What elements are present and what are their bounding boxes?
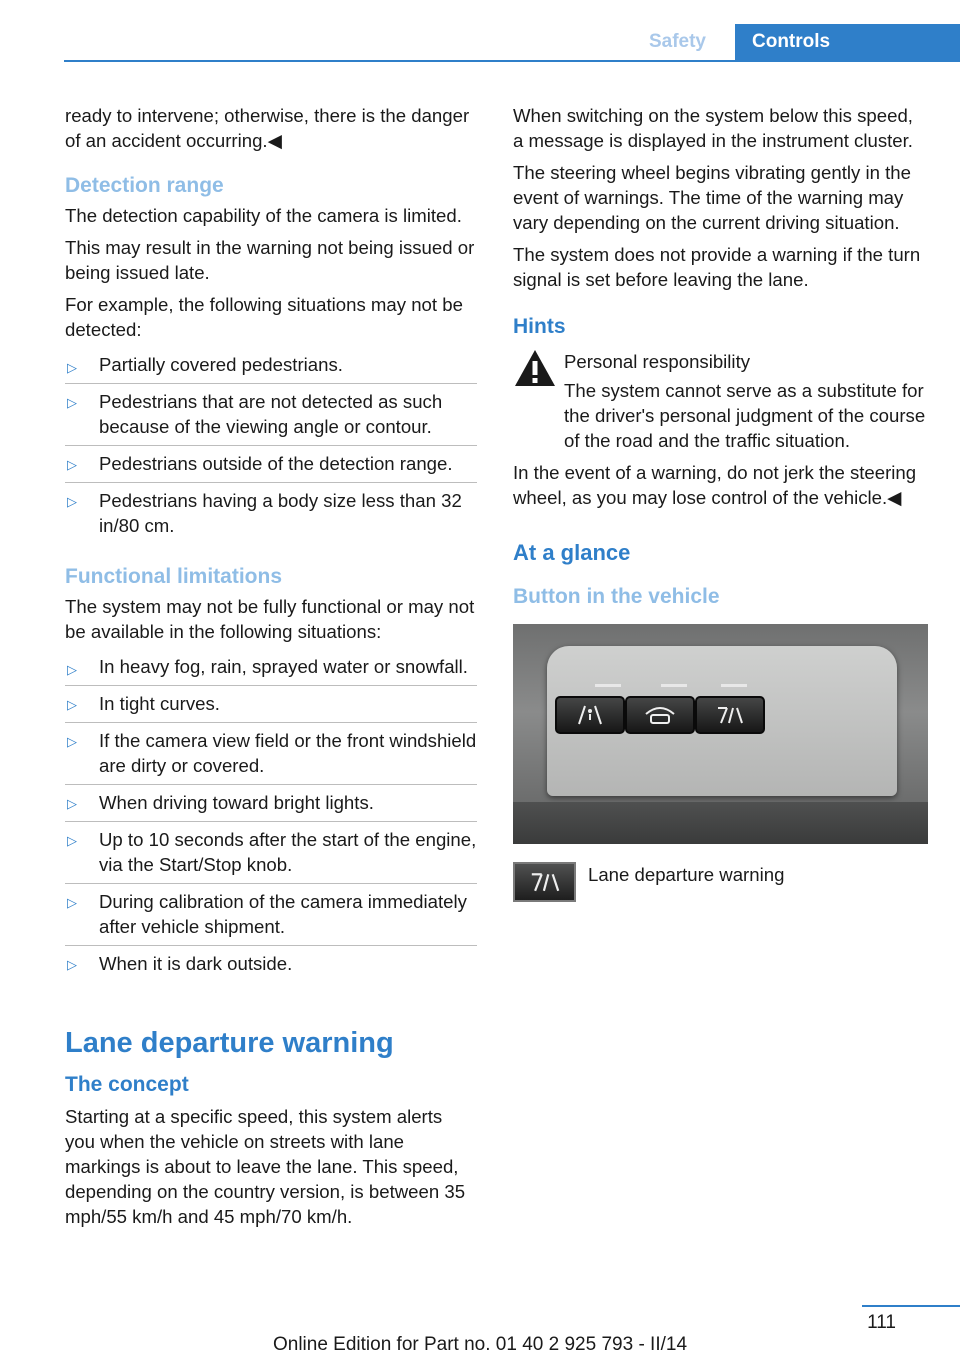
bullet-triangle-icon: ▷ (67, 796, 77, 811)
list-item (65, 883, 477, 945)
right-column (513, 103, 928, 904)
list-item (65, 651, 477, 685)
hint-body (513, 378, 928, 453)
bullet-triangle-icon: ▷ (67, 360, 77, 375)
detection-range-heading: Detection range (65, 174, 224, 197)
button-in-vehicle-heading: Button in the vehicle (513, 585, 720, 608)
limitations-paragraph: The system may not be fully functional or may not be available in the following situations: (65, 596, 475, 642)
bullet-triangle-icon: ▷ (67, 957, 77, 972)
list-item-text: In tight curves. (99, 693, 220, 714)
bullet-triangle-icon: ▷ (67, 833, 77, 848)
concept-heading: The concept (65, 1073, 189, 1096)
list-item (65, 685, 477, 722)
limitations-list (65, 651, 477, 982)
indicator-led (661, 684, 687, 687)
list-item-text: During calibration of the camera immediately after vehicle shipment. (99, 891, 467, 937)
vehicle-button-photo (513, 624, 928, 844)
list-item (65, 445, 477, 482)
header-rule (64, 60, 960, 62)
bullet-triangle-icon: ▷ (67, 662, 77, 677)
list-item-text: When driving toward bright lights. (99, 792, 374, 813)
bullet-triangle-icon: ▷ (67, 457, 77, 472)
list-item-text: Up to 10 seconds after the start of the engine, via the Start/Stop knob. (99, 829, 477, 875)
list-item (65, 821, 477, 883)
bullet-triangle-icon: ▷ (67, 734, 77, 749)
lane-departure-legend-button (513, 862, 576, 902)
indicator-led (721, 684, 747, 687)
concept-paragraph: Starting at a specific speed, this system alerts you when the vehicle on streets with lane markings is about to leave the lane. This speed, depending on the country version, is between 35 mph/55 km/h and 45 mph/70 km/h. (65, 1106, 466, 1227)
lane-departure-warning-title: Lane departure warning (65, 1027, 394, 1059)
pedestrian-icon (575, 704, 605, 726)
collision-warning-button[interactable] (625, 696, 695, 734)
list-item (65, 349, 477, 383)
list-item (65, 945, 477, 982)
lane-departure-icon (528, 871, 562, 893)
pedestrian-warning-button[interactable] (555, 696, 625, 734)
indicator-led (595, 684, 621, 687)
functional-limitations-heading: Functional limitations (65, 565, 283, 588)
hint-warning-block (513, 346, 928, 453)
list-item (65, 784, 477, 821)
intro-paragraph: ready to intervene; otherwise, there is the danger of an accident occurring.◀ (65, 105, 470, 151)
left-column (65, 103, 477, 1236)
bullet-triangle-icon: ▷ (67, 395, 77, 410)
list-item-text: When it is dark outside. (99, 953, 293, 974)
detection-paragraph-3: For example, the following situations may not be detected: (65, 294, 463, 340)
section-tab-controls[interactable]: Controls (735, 24, 960, 60)
detection-paragraph-1: The detection capability of the camera is limited. (65, 205, 462, 226)
button-legend (513, 862, 928, 904)
list-item (65, 482, 477, 544)
switching-paragraph: When switching on the system below this speed, a message is displayed in the instrument cluster. (513, 105, 913, 151)
list-item-text: Partially covered pedestrians. (99, 354, 343, 375)
hint-title: Personal responsibility (564, 351, 751, 372)
hint-body-text: The system cannot serve as a substitute for the driver's personal judgment of the course of the road and the traffic situation. (564, 380, 926, 451)
page-header (64, 24, 960, 62)
list-item-text: In heavy fog, rain, sprayed water or snowfall. (99, 656, 468, 677)
list-item (65, 383, 477, 445)
photo-floor (513, 802, 928, 844)
list-item-text: Pedestrians having a body size less than 32 in/80 cm. (99, 490, 462, 536)
list-item-text: Pedestrians that are not detected as such because of the viewing angle or contour. (99, 391, 443, 437)
detection-paragraph-2: This may result in the warning not being issued or being issued late. (65, 237, 475, 283)
car-front-icon (643, 704, 677, 726)
button-row (555, 696, 765, 734)
turn-signal-paragraph: The system does not provide a warning if the turn signal is set before leaving the lane. (513, 244, 921, 290)
vibration-paragraph: The steering wheel begins vibrating gently in the event of warnings. The time of the warning may vary depending on the current driving situation. (513, 162, 911, 233)
at-a-glance-heading: At a glance (513, 540, 631, 565)
page-number: 111 (867, 1312, 896, 1333)
legend-label: Lane departure warning (588, 864, 785, 885)
list-item-text: If the camera view field or the front windshield are dirty or covered. (99, 730, 477, 776)
lane-departure-button[interactable] (695, 696, 765, 734)
hints-heading: Hints (513, 315, 566, 338)
lane-departure-icon (715, 705, 745, 725)
footer-rule (862, 1305, 960, 1307)
bullet-triangle-icon: ▷ (67, 895, 77, 910)
warning-triangle-icon (513, 348, 557, 388)
hint-paragraph-2: In the event of a warning, do not jerk the steering wheel, as you may lose control of the vehicle.◀ (513, 462, 917, 508)
list-item-text: Pedestrians outside of the detection range. (99, 453, 453, 474)
list-item (65, 722, 477, 784)
bullet-triangle-icon: ▷ (67, 697, 77, 712)
edition-footer: Online Edition for Part no. 01 40 2 925 793 - II/14 (272, 1334, 688, 1355)
section-tab-safety[interactable]: Safety (648, 31, 706, 52)
detection-list (65, 349, 477, 544)
bullet-triangle-icon: ▷ (67, 494, 77, 509)
